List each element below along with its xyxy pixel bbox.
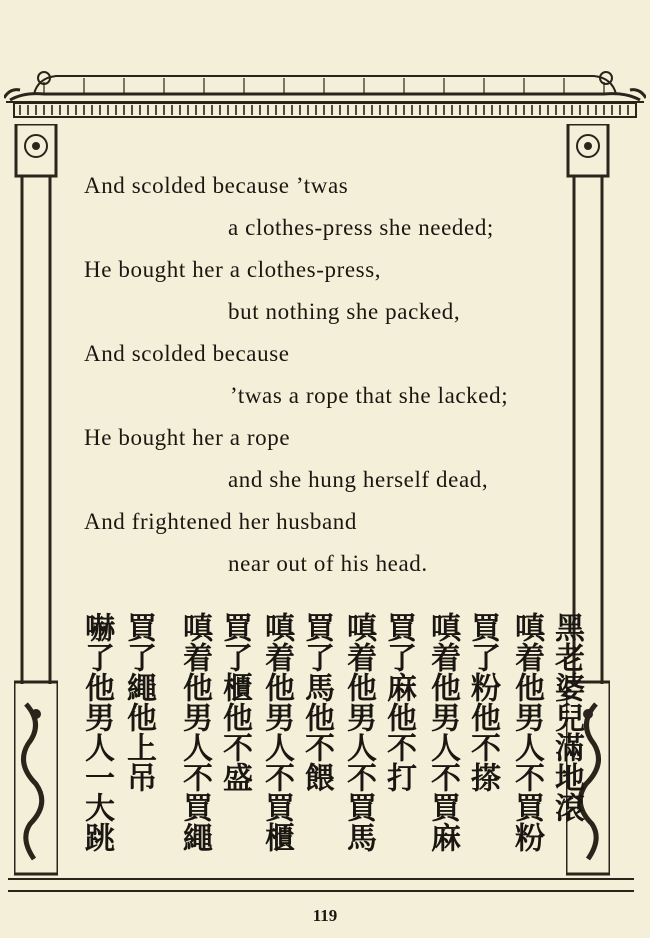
poem-line: a clothes-press she needed; (228, 215, 494, 240)
english-poem (84, 165, 554, 585)
poem-line: He bought her a clothes-press, (84, 257, 382, 282)
chinese-verse (66, 612, 586, 874)
chinese-column: 買了粉他不搽 (465, 612, 500, 792)
frame-base (8, 878, 634, 892)
chinese-column: 嗔着他男人不買櫃 (259, 612, 294, 852)
poem-line: ’twas a rope that she lacked; (230, 383, 509, 408)
poem-line: And scolded because (84, 341, 290, 366)
chinese-column: 嗔着他男人不買繩 (177, 612, 212, 852)
chinese-column: 買了馬他不餵 (299, 612, 334, 792)
poem-line: He bought her a rope (84, 425, 291, 450)
chinese-column: 買了麻他不打 (381, 612, 416, 792)
chinese-column: 嚇了他男人一大跳 (79, 612, 114, 852)
chinese-column: 嗔着他男人不買粉 (509, 612, 544, 852)
chinese-column: 嗔着他男人不買麻 (425, 612, 460, 852)
poem-line: And frightened her husband (84, 509, 358, 534)
decorative-roof (4, 70, 646, 126)
left-pillar (14, 124, 58, 884)
chinese-column: 黑老婆兒滿地滾 (549, 612, 584, 822)
chinese-column: 買了櫃他不盛 (217, 612, 252, 792)
chinese-column: 買了繩他上吊 (121, 612, 156, 792)
poem-line: and she hung herself dead, (228, 467, 489, 492)
page-number: 119 (312, 906, 338, 925)
chinese-column: 嗔着他男人不買馬 (341, 612, 376, 852)
poem-line: near out of his head. (228, 551, 428, 576)
poem-line: And scolded because ’twas (84, 173, 349, 198)
poem-line: but nothing she packed, (228, 299, 461, 324)
